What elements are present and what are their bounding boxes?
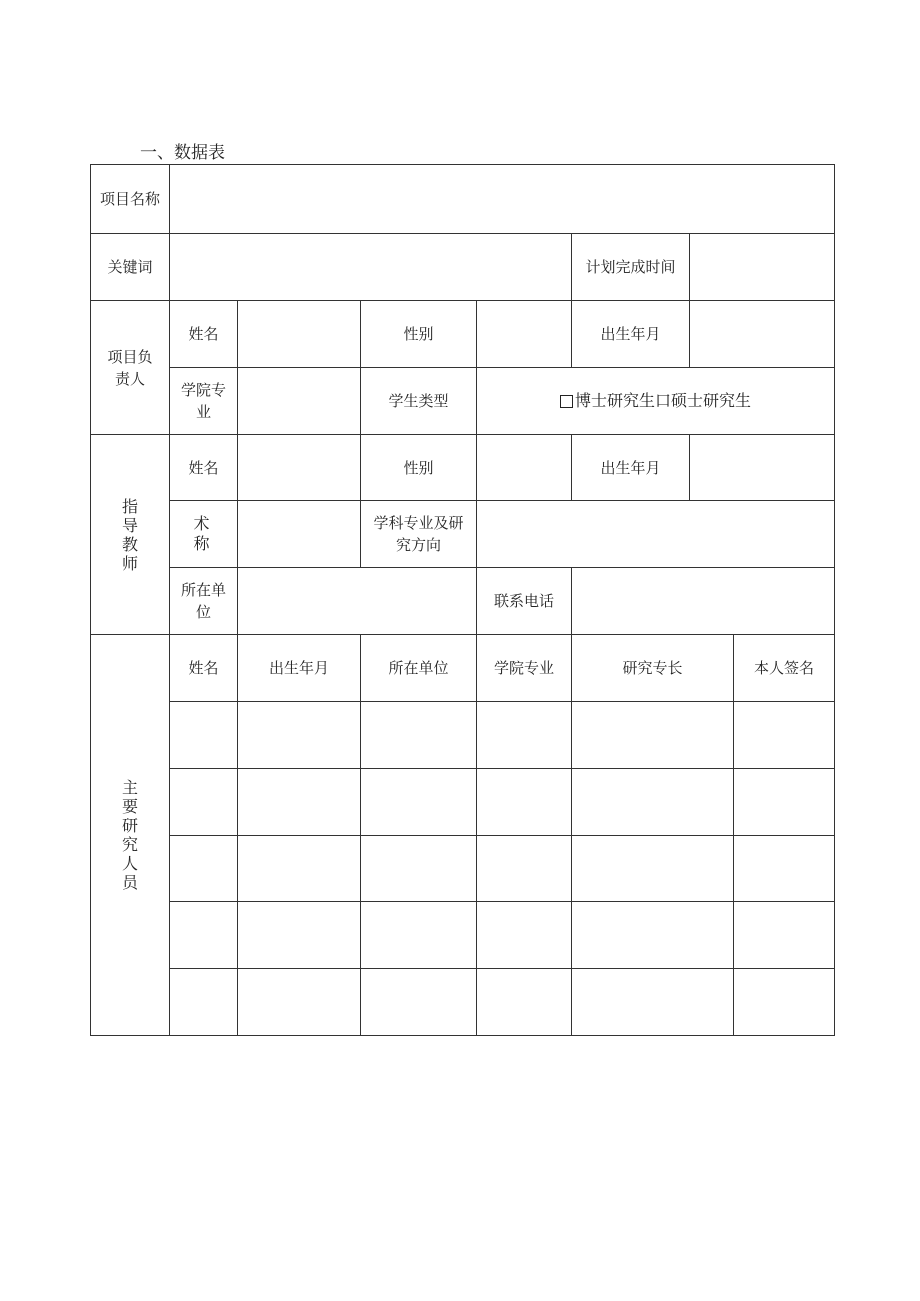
phd-checkbox[interactable] — [560, 395, 573, 408]
researcher-cell[interactable] — [734, 769, 835, 836]
researcher-cell[interactable] — [734, 702, 835, 769]
researcher-cell[interactable] — [170, 836, 238, 902]
advisor-label: 指导教师 — [90, 435, 170, 635]
data-table — [90, 164, 835, 1036]
advisor-phone-field[interactable] — [572, 568, 835, 635]
researcher-header-college: 学院专业 — [477, 635, 572, 702]
researcher-header-name: 姓名 — [170, 635, 238, 702]
researchers-label: 主要研究人员 — [90, 635, 170, 1036]
researcher-cell[interactable] — [238, 902, 361, 969]
master-option-label[interactable]: 口硕士研究生 — [655, 391, 752, 410]
leader-name-label: 姓名 — [170, 301, 238, 368]
researcher-cell[interactable] — [572, 769, 734, 836]
researcher-cell[interactable] — [238, 969, 361, 1036]
researcher-cell[interactable] — [572, 902, 734, 969]
researcher-cell[interactable] — [734, 969, 835, 1036]
leader-gender-label: 性别 — [361, 301, 477, 368]
researcher-header-signature: 本人签名 — [734, 635, 835, 702]
advisor-gender-label: 性别 — [361, 435, 477, 501]
researcher-cell[interactable] — [477, 702, 572, 769]
researcher-cell[interactable] — [170, 902, 238, 969]
plan-time-field[interactable] — [690, 234, 835, 301]
researcher-cell[interactable] — [361, 969, 477, 1036]
leader-birth-label: 出生年月 — [572, 301, 690, 368]
advisor-title-field[interactable] — [238, 501, 361, 568]
researcher-cell[interactable] — [477, 969, 572, 1036]
researcher-cell[interactable] — [361, 702, 477, 769]
researcher-cell[interactable] — [170, 769, 238, 836]
leader-label: 项目负责人 — [90, 301, 170, 435]
advisor-unit-label: 所在单位 — [170, 568, 238, 635]
researcher-cell[interactable] — [477, 769, 572, 836]
student-type-label: 学生类型 — [361, 368, 477, 435]
researcher-header-unit: 所在单位 — [361, 635, 477, 702]
plan-time-label: 计划完成时间 — [572, 234, 690, 301]
researcher-cell[interactable] — [238, 836, 361, 902]
advisor-name-field[interactable] — [238, 435, 361, 501]
section-title: 一、数据表 — [140, 143, 225, 163]
project-name-label: 项目名称 — [90, 164, 170, 234]
discipline-label: 学科专业及研究方向 — [361, 501, 477, 568]
advisor-birth-label: 出生年月 — [572, 435, 690, 501]
phd-option-label: 博士研究生 — [574, 391, 655, 410]
leader-college-field[interactable] — [238, 368, 361, 435]
researcher-cell[interactable] — [361, 769, 477, 836]
keywords-label: 关键词 — [90, 234, 170, 301]
researcher-cell[interactable] — [170, 969, 238, 1036]
leader-birth-field[interactable] — [690, 301, 835, 368]
researcher-cell[interactable] — [572, 836, 734, 902]
researcher-cell[interactable] — [477, 836, 572, 902]
researcher-cell[interactable] — [572, 702, 734, 769]
researcher-header-expertise: 研究专长 — [572, 635, 734, 702]
advisor-unit-field[interactable] — [238, 568, 477, 635]
advisor-birth-field[interactable] — [690, 435, 835, 501]
discipline-field[interactable] — [477, 501, 835, 568]
researcher-cell[interactable] — [361, 902, 477, 969]
leader-name-field[interactable] — [238, 301, 361, 368]
project-name-field[interactable] — [170, 164, 835, 234]
advisor-phone-label: 联系电话 — [477, 568, 572, 635]
researcher-cell[interactable] — [238, 702, 361, 769]
researcher-cell[interactable] — [238, 769, 361, 836]
researcher-cell[interactable] — [734, 902, 835, 969]
keywords-field[interactable] — [170, 234, 572, 301]
researcher-cell[interactable] — [572, 969, 734, 1036]
researcher-cell[interactable] — [477, 902, 572, 969]
advisor-name-label: 姓名 — [170, 435, 238, 501]
researcher-header-birth: 出生年月 — [238, 635, 361, 702]
advisor-gender-field[interactable] — [477, 435, 572, 501]
researcher-cell[interactable] — [734, 836, 835, 902]
advisor-title-label: 术称 — [170, 501, 238, 568]
researcher-cell[interactable] — [361, 836, 477, 902]
leader-gender-field[interactable] — [477, 301, 572, 368]
student-type-options — [477, 368, 835, 435]
leader-college-label: 学院专业 — [170, 368, 238, 435]
researcher-cell[interactable] — [170, 702, 238, 769]
